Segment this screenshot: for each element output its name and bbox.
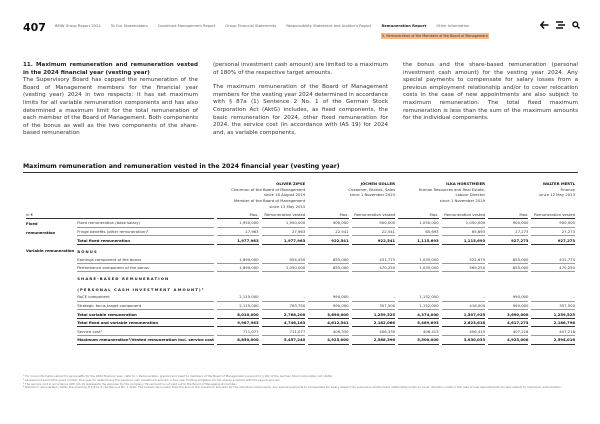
text-column-3 (403, 62, 578, 130)
value-cell: 2,623,618 (442, 319, 486, 328)
value-cell: 431,775 (352, 255, 395, 264)
menu-icon[interactable] (556, 21, 565, 29)
row-label: RoCE component (77, 293, 214, 302)
value-cell: 357,500 (352, 302, 395, 311)
value-cell: 711,077 (262, 327, 306, 336)
member-name: JOCHEN GOLLER (360, 181, 396, 187)
member-role: Member of the Board of Management (233, 198, 306, 204)
value-cell: 406,330 (352, 327, 395, 336)
value-cell: 522,675 (442, 255, 486, 264)
value-cell: 1,152,000 (398, 302, 439, 311)
value-cell: 4,617,273 (488, 319, 528, 328)
value-cell: – (442, 293, 486, 302)
value-cell: – (262, 293, 306, 302)
member-role: Chairman of the Board of Management (231, 186, 306, 192)
value-cell: 8,850,000 (217, 336, 259, 345)
nav-item-management-report[interactable]: Combined Management Report (157, 24, 216, 28)
value-cell: 2,186,798 (531, 319, 575, 328)
value-cell: 1,115,693 (442, 236, 486, 245)
value-cell: 990,000 (308, 293, 348, 302)
row-label: Total fixed and variable remuneration (77, 319, 214, 328)
member-role: since 1 November 2023 (349, 192, 396, 198)
value-cell: 65,693 (398, 228, 439, 237)
member-header-row (26, 180, 575, 211)
nav-item-other[interactable]: Other Information (436, 24, 470, 28)
value-cell: 407,218 (488, 327, 528, 336)
column-vested: Remuneration vested (531, 211, 575, 220)
value-cell: 990,000 (308, 302, 348, 311)
value-cell: 406,415 (442, 327, 486, 336)
member-name: WALTER MERTL (542, 181, 575, 187)
text-column-1 (23, 62, 198, 138)
row-group (26, 302, 74, 311)
table-row (26, 327, 575, 336)
row-group (26, 255, 74, 264)
value-cell: 27,273 (488, 228, 528, 237)
column-max: Max. (398, 211, 439, 220)
subheader-row (26, 283, 575, 293)
value-cell: 954,450 (262, 255, 306, 264)
section-heading: 11. Maximum remuneration and remuneration vested in the 2024 financial year (vesting year) (23, 62, 198, 76)
row-group: Fixed (26, 220, 38, 226)
value-cell: 1,035,000 (398, 264, 439, 273)
value-cell: 711,077 (217, 327, 259, 336)
value-cell: 2,594,016 (531, 336, 575, 345)
value-cell: 407,218 (531, 327, 575, 336)
table-row (26, 219, 575, 228)
subheader-row (26, 272, 575, 282)
value-cell: 763,750 (262, 302, 306, 311)
value-cell: – (352, 293, 395, 302)
member-role: since 16 August 2019 (263, 192, 306, 198)
value-cell: 4,925,000 (308, 336, 348, 345)
value-cell: 927,273 (488, 236, 528, 245)
paragraph: (personal investment cash amount) are limited to a maximum of 180% of the respective target amounts. (213, 62, 388, 76)
member-role: since 12 May 2023 (539, 192, 575, 198)
value-cell: 431,775 (531, 255, 575, 264)
table-row (26, 319, 575, 328)
table-row (26, 310, 575, 319)
value-cell: 2,182,066 (352, 319, 395, 328)
value-cell: 1,035,000 (398, 255, 439, 264)
row-label: Earnings component of the bonus (77, 255, 214, 264)
value-cell: 5,457,240 (262, 336, 306, 345)
search-icon[interactable] (572, 21, 580, 29)
value-cell: 1,050,000 (398, 219, 439, 228)
value-cell: 8,010,000 (217, 310, 259, 319)
value-cell: 4,374,000 (398, 310, 439, 319)
paragraph: The Supervisory Board has capped the remuneration of the Board of Management members for the financial year (vesting year) 2024 in two respects: it has set maximum limits for all variable remuneration components and has also determined a maximum limit for the total remuneration of each member of the Board of Management. Both components of the bonus as well as the two components of the share-based remuneration (23, 77, 198, 137)
nav-item-responsibility[interactable]: Responsibility Statement and Auditor's Report (286, 24, 372, 28)
value-cell: 27,963 (217, 228, 259, 237)
value-cell: 357,500 (531, 302, 575, 311)
value-cell: 855,000 (308, 264, 348, 273)
value-cell: 65,693 (442, 228, 486, 237)
value-cell: 2,588,396 (352, 336, 395, 345)
value-cell: 1,050,000 (262, 264, 306, 273)
member-role: Customer, Brands, Sales (348, 186, 396, 192)
value-cell: – (531, 293, 575, 302)
value-cell: 2,115,000 (217, 302, 259, 311)
table-row (26, 336, 575, 345)
unit-label: in € (26, 211, 214, 220)
value-cell: 5,489,693 (398, 319, 439, 328)
value-cell: 990,000 (488, 293, 528, 302)
value-cell: 2,115,000 (217, 293, 259, 302)
row-group (26, 310, 74, 319)
table-row (26, 302, 575, 311)
paragraph: The maximum remuneration of the Board of Management members for the vesting year 2024 determined in accordance with § 87a (1) Sentence 2 No. 1 of the German Stock Corporation Act (AktG) includes, as fixed components, the basic remuneration for 2024, other fixed remuneration for 2024, the service cost (in accordance with IAS 19) for 2024 and, as variable components, (213, 84, 388, 136)
value-cell: 470,250 (352, 264, 395, 273)
value-cell: 1,050,000 (442, 219, 486, 228)
value-cell: 569,250 (442, 264, 486, 273)
text-column-2 (213, 62, 388, 144)
footnote: ² Assessment period five years in total: One year for determining the personal cash investment amount, a four-year holding obligation for the shares acquired with the payout amount. (23, 377, 281, 382)
member-role: since 13 May 2015 (269, 203, 306, 209)
value-cell: 9,987,963 (217, 319, 259, 328)
value-cell: 855,000 (488, 264, 528, 273)
value-cell: 1,977,963 (217, 236, 259, 245)
value-cell: 27,963 (262, 228, 306, 237)
row-group (26, 319, 74, 328)
row-label: Total fixed remuneration (77, 236, 214, 245)
row-label: Maximum remuneration⁴/Vested remuneration incl. service cost (77, 336, 214, 345)
nav-item-financial-statements[interactable]: Group Financial Statements (225, 24, 277, 28)
value-cell: 1,950,000 (217, 219, 259, 228)
value-cell: 22,541 (352, 228, 395, 237)
row-group (26, 327, 74, 336)
member-role: Labour Director (455, 192, 486, 198)
row-group (26, 336, 74, 345)
footnote: ⁴ Maximum remuneration within the meaning of § 87a (1) Sentence 2 No. 1 AktG. The overall cap is lower than the sum of the maximum amounts for the individual components. Any special payments to compensate for salary losses from a previous employment relationship and/or to cover relocation costs in the case of new appointments are also subject to maximum remuneration. (23, 385, 562, 390)
row-label: Service cost³ (77, 327, 214, 336)
nav-item-report[interactable]: BMW Group Report 2024 (55, 24, 101, 28)
member-header (308, 180, 395, 211)
row-group (26, 283, 74, 293)
column-vested: Remuneration vested (442, 211, 486, 220)
column-header-row (26, 211, 575, 220)
value-cell: 470,250 (531, 264, 575, 273)
subnav-current-section[interactable]: 5. Remuneration of the Members of the Board of Management (382, 34, 488, 38)
value-cell: 1,950,000 (262, 219, 306, 228)
value-cell: 1,259,525 (531, 310, 575, 319)
value-cell: 927,273 (531, 236, 575, 245)
column-max: Max. (217, 211, 259, 220)
row-group (26, 272, 74, 282)
spacer (26, 180, 214, 211)
value-cell: 406,330 (308, 327, 348, 336)
top-navigation-bar (0, 0, 600, 40)
member-header (398, 180, 485, 211)
value-cell: 1,259,525 (352, 310, 395, 319)
row-group (26, 236, 74, 245)
column-vested: Remuneration vested (352, 211, 395, 220)
subheader: (PERSONAL CASH INVESTMENT AMOUNT)² (77, 286, 205, 292)
table-row (26, 264, 575, 273)
value-cell: 900,000 (488, 219, 528, 228)
member-header (217, 180, 305, 211)
subheader-row (26, 245, 575, 255)
value-cell: 4,612,541 (308, 319, 348, 328)
footnote: ¹ For more information about fringe benefits for the 2024 financial year, refer to ⇒ Remuneration granted and owed to members of the Board of Management pursuant to § 162 of the German Stock Corporation Act (AktG). (23, 374, 334, 378)
value-cell: 4,925,000 (488, 336, 528, 345)
remuneration-table (23, 180, 578, 345)
value-cell: 1,115,693 (398, 236, 439, 245)
paragraph: the bonus and the share-based remuneration (personal investment cash amount) for the vesting year 2024. Any special payments to compensate for salary losses from a previous employment relationship and/or to cover relocation costs in the case of new appointments are also subject to maximum remuneration. The total fixed maximum remuneration is less than the sum of the maximum amounts for the individual components. (403, 62, 578, 122)
value-cell: 900,000 (531, 219, 575, 228)
column-max: Max. (488, 211, 528, 220)
member-name: OLIVER ZIPSE (276, 181, 306, 187)
column-vested: Remuneration vested (262, 211, 306, 220)
value-cell: 3,690,000 (488, 310, 528, 319)
table-row (26, 293, 575, 302)
nav-item-stakeholders[interactable]: To Our Stakeholders (110, 24, 148, 28)
nav-item-remuneration[interactable]: Remuneration Report (381, 24, 427, 28)
member-role: since 1 November 2019 (439, 198, 486, 204)
table-row (26, 228, 575, 237)
footnotes (23, 375, 578, 390)
value-cell: 900,000 (308, 219, 348, 228)
page-number: 407 (23, 21, 46, 34)
value-cell: 27,273 (531, 228, 575, 237)
row-label: Performance component of the bonus (77, 264, 214, 273)
value-cell: 1,890,000 (217, 264, 259, 273)
subheader: BONUS (77, 248, 98, 254)
row-label: Fixed remuneration (base salary) (77, 219, 214, 228)
value-cell: 855,000 (488, 255, 528, 264)
table-row (26, 255, 575, 264)
value-cell: 5,500,000 (398, 336, 439, 345)
row-group: Variable remuneration (26, 247, 75, 253)
value-cell: 3,030,033 (442, 336, 486, 345)
value-cell: 1,890,000 (217, 255, 259, 264)
value-cell: 406,415 (398, 327, 439, 336)
value-cell: 922,541 (308, 236, 348, 245)
value-cell: 416,000 (442, 302, 486, 311)
value-cell: 22,541 (308, 228, 348, 237)
row-group: remuneration (26, 229, 56, 235)
value-cell: 3,690,000 (308, 310, 348, 319)
value-cell: 900,000 (352, 219, 395, 228)
member-role: Finance (560, 186, 575, 192)
value-cell: 1,977,963 (262, 236, 306, 245)
row-label: Total variable remuneration (77, 310, 214, 319)
row-label: Fringe benefits (other remuneration)¹ (77, 228, 214, 237)
back-arrow-icon[interactable] (540, 21, 549, 29)
section-nav (55, 24, 469, 28)
table-title: Maximum remuneration and remuneration vested in the 2024 financial year (vesting year) (23, 163, 578, 173)
table-row (26, 236, 575, 245)
member-name: ILKA HORSTMEIER (446, 181, 486, 187)
member-header (488, 180, 575, 211)
row-group (26, 293, 74, 302)
row-group (26, 264, 74, 273)
value-cell: 922,541 (352, 236, 395, 245)
value-cell: 855,000 (308, 255, 348, 264)
value-cell: 1,152,000 (398, 293, 439, 302)
footnote: ³ The service cost in accordance with IAS 19 represents the expense for the company; this amount is not paid out to the Board of Management member. (23, 381, 237, 386)
value-cell: 4,746,163 (262, 319, 306, 328)
value-cell: 2,768,200 (262, 310, 306, 319)
member-role: Human Resources and Real Estate, (418, 186, 486, 192)
value-cell: 1,507,925 (442, 310, 486, 319)
row-label: Strategic focus target component (77, 302, 214, 311)
subheader: SHARE-BASED REMUNERATION (77, 276, 170, 282)
value-cell: 990,000 (488, 302, 528, 311)
column-max: Max. (308, 211, 348, 220)
